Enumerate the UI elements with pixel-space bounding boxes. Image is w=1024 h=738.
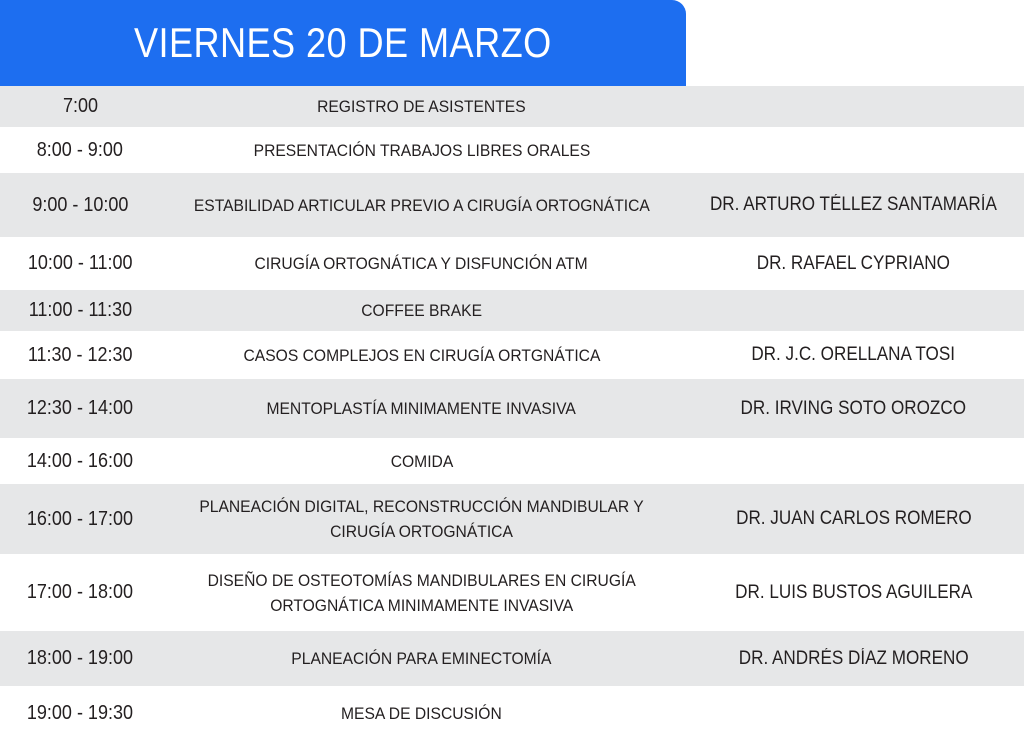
table-row	[0, 440, 1024, 482]
speaker-cell	[683, 239, 1024, 288]
time-cell	[0, 173, 160, 237]
topic-cell	[162, 129, 681, 171]
table-row	[0, 290, 1024, 331]
speaker-cell	[683, 484, 1024, 554]
speaker-cell	[683, 129, 1024, 171]
table-row	[0, 484, 1024, 554]
speaker-cell	[683, 173, 1024, 237]
topic-text: PLANEACIÓN PARA EMINECTOMÍA	[291, 649, 552, 668]
time-text: 11:30 - 12:30	[27, 343, 133, 366]
topic-text: DISEÑO DE OSTEOTOMÍAS MANDIBULARES EN CIRUGÍA ORTOGNÁTICA MINIMAMENTE INVASIVA	[207, 570, 636, 615]
topic-text: MENTOPLASTÍA MINIMAMENTE INVASIVA	[266, 399, 577, 418]
speaker-cell	[683, 379, 1024, 438]
time-cell	[0, 688, 160, 738]
time-cell	[0, 556, 160, 629]
time-text: 19:00 - 19:30	[26, 701, 134, 724]
time-cell	[0, 440, 160, 482]
time-cell	[0, 290, 160, 331]
time-text: 11:00 - 11:30	[28, 299, 132, 321]
table-row	[0, 86, 1024, 127]
time-cell	[0, 333, 160, 377]
topic-cell	[162, 631, 681, 686]
topic-text: CASOS COMPLEJOS EN CIRUGÍA ORTGNÁTICA	[243, 345, 600, 365]
time-text: 10:00 - 11:00	[27, 252, 133, 274]
table-row	[0, 333, 1024, 377]
time-text: 9:00 - 10:00	[31, 193, 129, 216]
time-cell	[0, 129, 160, 171]
speaker-cell	[683, 290, 1024, 331]
topic-cell	[162, 484, 681, 554]
day-title: VIERNES 20 DE MARZO	[134, 19, 552, 66]
table-row	[0, 239, 1024, 288]
speaker-text: DR. LUIS BUSTOS AGUILERA	[734, 581, 973, 603]
time-text: 7:00	[62, 95, 98, 117]
topic-cell	[162, 239, 681, 288]
time-text: 16:00 - 17:00	[26, 507, 134, 530]
speaker-cell	[683, 333, 1024, 377]
topic-cell	[162, 173, 681, 237]
time-cell	[0, 86, 160, 127]
time-text: 17:00 - 18:00	[26, 581, 134, 603]
table-row	[0, 129, 1024, 171]
speaker-text: DR. J.C. ORELLANA TOSI	[751, 344, 956, 365]
table-row	[0, 631, 1024, 686]
time-cell	[0, 239, 160, 288]
table-row	[0, 688, 1024, 738]
time-text: 14:00 - 16:00	[26, 449, 134, 472]
topic-text: ESTABILIDAD ARTICULAR PREVIO A CIRUGÍA ORTOGNÁTICA	[193, 195, 650, 215]
speaker-text: DR. ARTURO TÉLLEZ SANTAMARÍA	[710, 194, 997, 215]
topic-text: MESA DE DISCUSIÓN	[341, 703, 502, 723]
topic-cell	[162, 556, 681, 629]
topic-text: PLANEACIÓN DIGITAL, RECONSTRUCCIÓN MANDIBULAR Y CIRUGÍA ORTOGNÁTICA	[199, 497, 644, 541]
table-row	[0, 379, 1024, 438]
table-row	[0, 556, 1024, 629]
topic-cell	[162, 688, 681, 738]
speaker-cell	[683, 688, 1024, 738]
time-cell	[0, 484, 160, 554]
topic-text: COMIDA	[390, 451, 453, 471]
speaker-text: DR. RAFAEL CYPRIANO	[756, 252, 951, 274]
time-text: 12:30 - 14:00	[26, 397, 134, 419]
topic-cell	[162, 333, 681, 377]
speaker-cell	[683, 440, 1024, 482]
day-header	[0, 0, 686, 86]
speaker-text: DR. JUAN CARLOS ROMERO	[735, 508, 972, 529]
topic-text: PRESENTACIÓN TRABAJOS LIBRES ORALES	[253, 140, 590, 160]
topic-text: CIRUGÍA ORTOGNÁTICA Y DISFUNCIÓN ATM	[254, 254, 589, 273]
topic-text: REGISTRO DE ASISTENTES	[317, 97, 526, 116]
speaker-cell	[683, 86, 1024, 127]
time-cell	[0, 379, 160, 438]
time-text: 18:00 - 19:00	[26, 647, 134, 669]
table-row	[0, 173, 1024, 237]
topic-text: COFFEE BRAKE	[361, 301, 482, 320]
time-text: 8:00 - 9:00	[36, 138, 124, 161]
speaker-text: DR. IRVING SOTO OROZCO	[740, 397, 967, 419]
topic-cell	[162, 440, 681, 482]
topic-cell	[162, 290, 681, 331]
speaker-text: DR. ANDRÉS DÍAZ MORENO	[738, 647, 969, 669]
time-cell	[0, 631, 160, 686]
topic-cell	[162, 379, 681, 438]
topic-cell	[162, 86, 681, 127]
speaker-cell	[683, 556, 1024, 629]
speaker-cell	[683, 631, 1024, 686]
